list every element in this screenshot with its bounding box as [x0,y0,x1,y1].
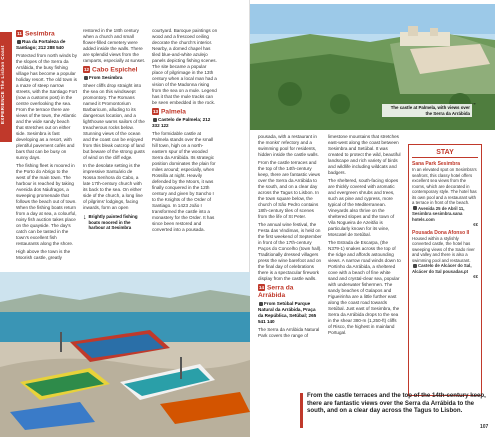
cabo-espichel-heading: 12 Cabo Espichel [83,66,138,74]
sidebar-entry-name: Sana Park Sesimbra [412,161,461,167]
address-icon [413,264,417,268]
right-col-2 [328,134,401,338]
stay-sidebar [408,144,482,396]
sidebar-entry-name: Pousada Dona Afonso II [412,229,470,236]
paragraph: pousada, with a restaurant in the monks' refectory and a swimming pool for residents, hidden inside the castle walls. [258,134,319,157]
paragraph: High above the town is the Moorish castle, greatly [16,249,71,261]
paragraph: The Serra da Arrábida Natural Park covers the range of [258,327,320,339]
paragraph: The annual wine festival, the Festa das Vindimas, is held on the first weekend of September in front of the 17th-century Paços do Concelho (town hall). Traditionally dressed villagers press the wine barefoot and on the final day of celebrations there is a spectacular firework display from the castle walls. [258,222,322,281]
paragraph: Protected from north winds by the slopes of the Serra da Arrábida, the busy fishing village has become a popular holiday resort. The old town is a maze of steep narrow streets, with the Santiago Fort (now a customs post) in the centre overlooking the sea. From the terrace there are views of the town, the Atlantic and the wide sandy beach that stretches out on either side. Sesimbra is fast developing as a resort, with plentiful pavement cafés and bars that can be busy on sunny days. [16,53,78,161]
right-col-1 [258,134,322,341]
address-icon [259,302,263,306]
side-tab: EXPERIENCE The Lisbon Coast [0,32,12,142]
sidebar-entry-text: Housed within a stylishly converted castle, the hotel has sweeping views of the Sado river and valley and there is also a swimming pool and restaurant. [412,235,475,263]
address-icon [17,40,21,44]
castle-caption-block [382,104,472,117]
number-badge: 12 [83,67,90,72]
sidebar-entry-text: In an elevated spot on Sesimbra's seafront, this classy hotel offers excellent sea views from the rooms, which are decorated in contemporary style. The hotel has its own pool and a restaurant with a terrace in front of the beach. [412,167,477,205]
paragraph: In the desolate setting is the impressive Santuário de Nossa Senhora do Cabo, a late 17th-century church with its back to the sea. On either side of the church, a long line of pilgrims' lodgings, facing inwards, form an open [83,163,143,211]
address-line: Castelo de Palmela; 212 332 122 [152,117,211,129]
address-icon [84,76,88,80]
paragraph: restored in the 18th century when a church and small flower-filled cemetery were added inside the walls. There are splendid views from the ramparts, especially at sunset. [83,28,146,63]
fishing-boats-photo [0,272,250,437]
palmela-heading: 13 Palmela [152,108,186,116]
number-badge: 13 [152,109,159,114]
paragraph: The sheltered, south-facing slopes are thickly covered with aromatic and evergreen shrubs and trees, such as pine and cypress, more typical of the Mediterranean. Vineyards also thrive on the sheltered slopes and the town of Vila Nogueira de Azeitão is particularly known for its wine, Moscatel de Setúbal. [328,178,399,237]
fishing-boats-image [0,272,250,437]
address-line: From Setúbal Parque Natural da Arrábida, Praça da República, Setúbal; 265 541 140 [258,301,317,325]
left-col-2 [83,28,146,231]
left-col-1 [16,28,78,263]
paragraph: limestone mountains that stretches east-west along the coast between Sesimbra and Setúbal. It was created to protect the wild, beautiful landscape and rich variety of birds and wildlife including wildcats and badgers. [328,134,401,175]
sidebar-title: STAY [412,148,478,158]
paragraph: Sheer cliffs drop straight into the sea on this windswept promontory. The Romans named it Promontorium Barbaricum, alluding to its dangerous location, and a lighthouse warns sailors of the treacherous rocks below. Stunning views of the ocean and the coast can be enjoyed from this bleak outcrop of land but beware of the strong gusts of wind on the cliff edge. [83,83,145,161]
page-number: 107 [480,424,489,430]
paragraph: From the castle terraces and the top of the 14th-century keep, there are fantastic views over the Serra da Arrábida to the south, and on a clear day across the Tagus to Lisbon. In the town square below, the church of São Pedro contains 18th-century tiles of scenes from the life of St Peter. [258,160,321,219]
address-line: From Sesimbra [83,75,146,81]
photo-caption: Brightly painted fishing boats moored in the harbour at Sesimbra [88,214,138,231]
serra-da-arrabida-heading: 14 Serra da Arrábida [258,284,294,300]
left-col-3 [152,28,218,235]
sidebar-entry-address: Castelo de Alcácer do Sal, Alcácer do Sal pousadas.pt [412,263,472,274]
photo-caption-block [83,214,146,231]
number-badge: 14 [258,285,265,290]
pull-quote: From the castle terraces and the top of the 14th-century keep, there are fantastic views over the Serra da Arrábida to the south, and on a clear day across the Tagus to Lisbon. [307,392,486,415]
sesimbra-heading: 11 Sesimbra [17,30,55,38]
paragraph: courtyard. Baroque paintings on wood and a frescoed ceiling decorate the church's interior. Nearby, a domed chapel has tiled blue-and-white azulejo panels depicting fishing scenes. The site became a popular place of pilgrimage in the 13th century when a local man had a vision of the Madonna rising from the sea on a mule. Legend has it that the mule tracks can be seen embedded in the rock. [152,28,218,105]
pull-quote-bar [300,393,303,428]
address-icon [413,206,417,210]
paragraph: The Estrada de Escarpa, (the N379-1) snakes across the top of the ridge and affords astounding views. A narrow road winds down to Portinho da Arrábida, a sheltered cove with a beach of fine white sand and crystal-clear sea, popular with underwater fishermen. The sandy beaches of Galapos and Figueirinha are a little further east along the coast road towards Setúbal. Just east of Sesimbra, the Serra da Arrábida drops to the sea in the shear 380-m (1,250-ft) cliffs of Risco, the highest in mainland Portugal. [328,240,401,335]
number-badge: 11 [17,31,22,36]
arrow-down-icon: ↓ [83,214,87,222]
sidebar-entry-price: €€ [473,222,478,227]
photo-caption: The castle at Palmela, with views over the Serra da Arrábida [382,104,472,117]
arrow-right-icon: → [470,100,477,107]
sidebar-entry-address: Avenida 25 de Abril 11, Sesimbra sesimbra.sana hotels.com [412,205,465,222]
paragraph: The fishing fleet is moored in the Porto do Abrigo to the west of the main town. The harbour is reached by taking Avenida dos Náufragos, a sweeping promenade that follows the beach out of town. When the fishing boats return from a day at sea, a colourful, noisy fish auction takes place on the quayside. The day's catch can be tasted in the town's excellent fish restaurants along the shore. [16,163,77,247]
address-icon [153,118,157,122]
sidebar-entry-price: €€ [473,274,478,279]
paragraph: The formidable castle at Palmela stands over the small hill town, high on a north-eastern spur of the wooded Serra da Arrábida. Its strategic position dominates the plain for miles around; especially, when Rossilla at night. Heavily defended by the Moors, it was finally conquered in the 12th century and given by Sancho I to the Knights of the Order of Santiago. In 1423 João I transformed the castle into a monastery for the Order. It has since been restored and converted into a pousada. [152,131,216,233]
address-line: Rua da Fortaleza de Santiago; 212 288 540 [16,39,66,51]
